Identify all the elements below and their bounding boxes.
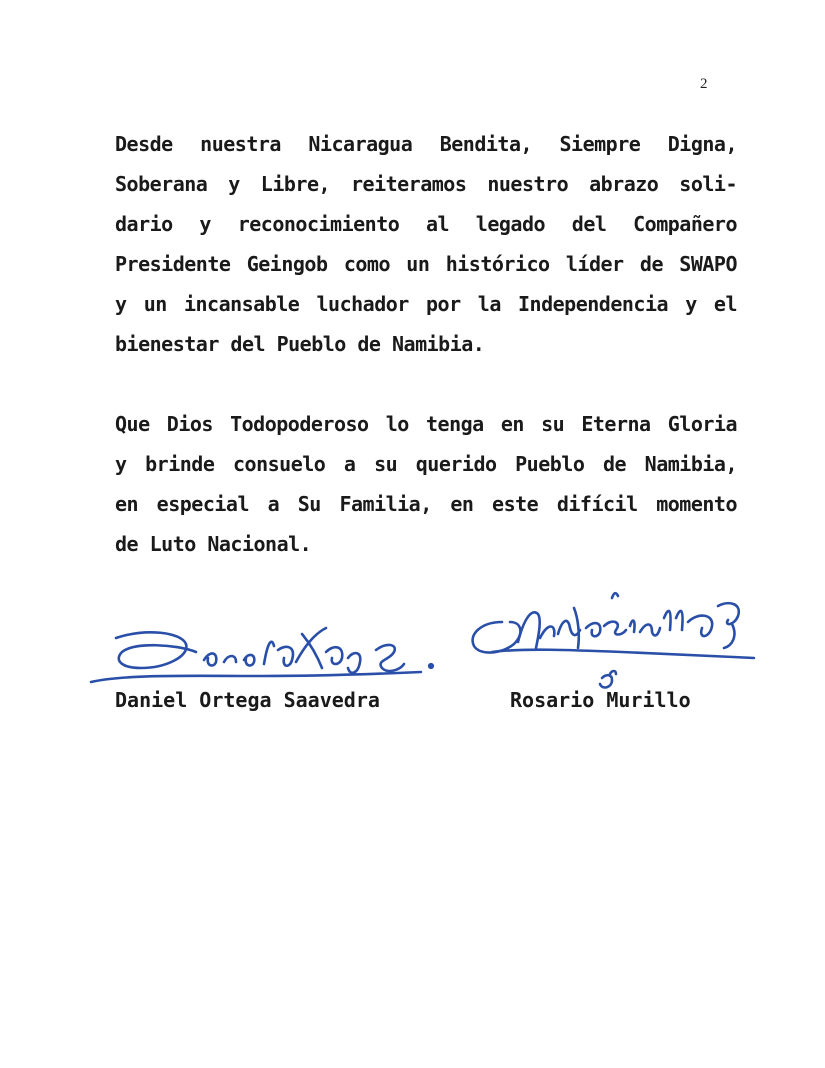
signature-rosario-murillo [462, 578, 762, 698]
text-line: bienestar del Pueblo de Namibia. [115, 332, 485, 356]
body-paragraph-2 [115, 404, 737, 564]
page-number: 2 [700, 76, 708, 92]
signer-name-rosario-murillo: Rosario Murillo [510, 688, 691, 712]
text-line: dario y reconocimiento al legado del Compañero [115, 212, 737, 236]
text-line: Soberana y Libre, reiteramos nuestro abrazo soli- [115, 172, 737, 196]
text-line: y brinde consuelo a su querido Pueblo de Namibia, [115, 452, 737, 476]
body-paragraph-1 [115, 124, 737, 364]
text-line: y un incansable luchador por la Independencia y el [115, 292, 737, 316]
signer-name-daniel-ortega: Daniel Ortega Saavedra [115, 688, 380, 712]
text-line: de Luto Nacional. [115, 532, 312, 556]
text-line: Desde nuestra Nicaragua Bendita, Siempre Digna, [115, 132, 737, 156]
signature-daniel-ortega [86, 610, 446, 690]
text-line: Que Dios Todopoderoso lo tenga en su Eterna Gloria [115, 412, 737, 436]
text-line: Presidente Geingob como un histórico líder de SWAPO [115, 252, 737, 276]
text-line: en especial a Su Familia, en este difícil momento [115, 492, 737, 516]
